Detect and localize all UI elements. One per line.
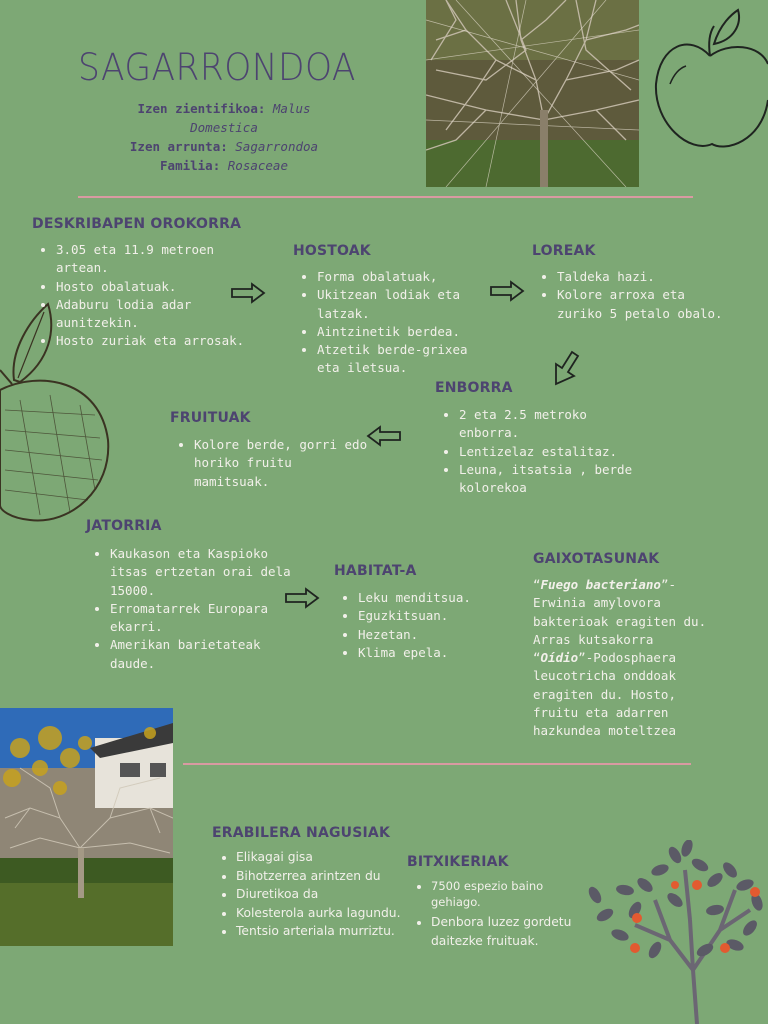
list-item: • Leku menditsua. xyxy=(358,589,538,607)
tree-garden-photo xyxy=(0,708,173,946)
list-item: • Amerikan barietateak daude. xyxy=(110,636,300,673)
list-item: • Kolore berde, gorri edo horiko fruitu mamitsuak. xyxy=(194,436,374,491)
section-title-jatorria: JATORRIA xyxy=(86,518,162,534)
family-value: Rosaceae xyxy=(227,158,288,173)
section-title-fruituak: FRUITUAK xyxy=(170,410,251,426)
list-deskribapena xyxy=(32,241,246,351)
list-item: • 2 eta 2.5 metroko enborra. xyxy=(459,406,639,443)
section-title-hostoak: HOSTOAK xyxy=(293,243,371,259)
scientific-info xyxy=(90,99,358,175)
scientific-value-2: Domestica xyxy=(190,120,258,135)
right-arrow-icon xyxy=(489,280,525,302)
list-item: • Tentsio arteriala murriztu. xyxy=(236,922,416,941)
list-item: • Adaburu lodia adar aunitzekin. xyxy=(56,296,246,333)
list-item: • 3.05 eta 11.9 metroen artean. xyxy=(56,241,246,278)
list-item: • Elikagai gisa xyxy=(236,848,416,867)
list-item: • Diuretikoa da xyxy=(236,885,416,904)
divider-top xyxy=(78,196,693,198)
list-item: • Atzetik berde-grixea eta iletsua. xyxy=(317,341,482,378)
list-item: • Hosto zuriak eta arrosak. xyxy=(56,332,246,350)
list-item: • 7500 espezio baino gehiago. xyxy=(431,878,591,910)
gaixotasunak-text xyxy=(533,576,711,741)
section-title-enborra: ENBORRA xyxy=(435,380,513,396)
bare-tree-photo xyxy=(426,0,639,187)
list-jatorria xyxy=(86,545,300,673)
list-item: • Bihotzerrea arintzen du xyxy=(236,867,416,886)
right-arrow-icon xyxy=(230,282,266,304)
list-item: • Kolore arroxa eta zuriko 5 petalo obalo. xyxy=(557,286,737,323)
list-item: • Lentizelaz estalitaz. xyxy=(459,443,639,461)
divider-bottom xyxy=(183,763,691,765)
tree-icon xyxy=(575,840,768,1024)
section-title-gaixotasunak: GAIXOTASUNAK xyxy=(533,551,660,567)
quote-open: “ xyxy=(533,577,541,592)
list-item: • Kaukason eta Kaspioko itsas ertzetan orai dela 15000. xyxy=(110,545,300,600)
disease-name: Fuego bacteriano xyxy=(540,577,661,592)
disease-description: -Erwinia amylovora bakterioak eragiten du. Arras kutsakorra xyxy=(533,577,707,647)
down-arrow-icon xyxy=(550,350,580,386)
apple-outline-icon xyxy=(650,4,768,156)
list-hostoak xyxy=(293,268,482,378)
list-item: • Forma obalatuak, xyxy=(317,268,482,286)
list-loreak xyxy=(533,268,737,323)
list-item: • Klima epela. xyxy=(358,644,538,662)
section-title-loreak: LOREAK xyxy=(532,243,596,259)
list-item: • Taldeka hazi. xyxy=(557,268,737,286)
disease-name: Oídio xyxy=(540,650,579,666)
disease-description: -Podosphaera leucotricha onddoak eragiten du. Hosto, fruitu eta adarren hazkundea moteltzea xyxy=(533,650,677,739)
list-item: • Hosto obalatuak. xyxy=(56,278,246,296)
section-title-erabilera: ERABILERA NAGUSIAK xyxy=(212,825,391,841)
list-bitxikeriak xyxy=(407,878,591,950)
list-item: • Erromatarrek Europara ekarri. xyxy=(110,600,300,637)
common-label: Izen arrunta: xyxy=(129,139,228,154)
list-item: • Aintzinetik berdea. xyxy=(317,323,482,341)
list-item: • Ukitzean lodiak eta latzak. xyxy=(317,286,482,323)
list-item: • Leuna, itsatsia , berde kolorekoa xyxy=(459,461,639,498)
list-enborra xyxy=(435,406,639,497)
list-erabilera xyxy=(212,848,416,941)
common-value: Sagarrondoa xyxy=(235,139,319,154)
list-item: • Denbora luzez gordetu daitezke fruituak. xyxy=(431,913,591,950)
page-title: SAGARRONDOA xyxy=(78,46,356,89)
quote-close: ” xyxy=(660,577,669,592)
quote-open: “ xyxy=(533,650,541,666)
family-label: Familia: xyxy=(160,158,221,173)
section-title-bitxikeriak: BITXIKERIAK xyxy=(407,854,509,870)
list-fruituak xyxy=(170,436,374,491)
list-item: • Kolesterola aurka lagundu. xyxy=(236,904,416,923)
section-title-habitat: HABITAT-A xyxy=(334,563,417,579)
scientific-value: Malus xyxy=(272,101,311,116)
list-item: • Eguzkitsuan. xyxy=(358,607,538,625)
scientific-label: Izen zientifikoa: xyxy=(137,101,266,116)
list-habitat xyxy=(334,589,538,662)
list-item: • Hezetan. xyxy=(358,626,538,644)
section-title-deskribapena: DESKRIBAPEN OROKORRA xyxy=(32,216,242,232)
quote-close: ” xyxy=(578,650,586,666)
